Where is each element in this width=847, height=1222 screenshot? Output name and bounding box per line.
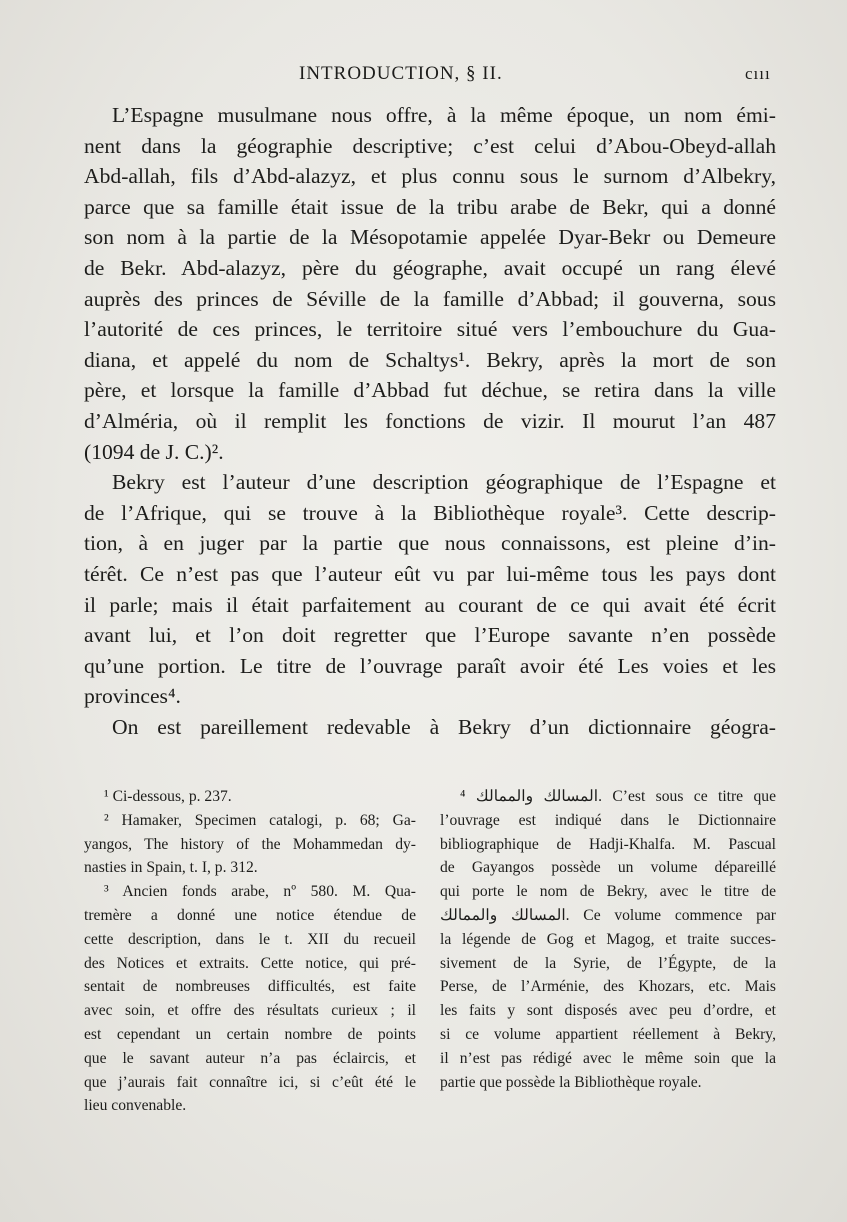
body-line: (1094 de J. C.)². <box>84 439 224 464</box>
footnote-line: ¹ Ci-dessous, p. 237. <box>104 788 232 805</box>
footnotes-right-column <box>440 785 776 1094</box>
footnote-line: Perse, de l’Arménie, des Khozars, etc. Mais <box>440 978 776 996</box>
footnote-line: yangos, The history of the Mohammedan dy- <box>84 835 416 853</box>
body-line: diana, et appelé du nom de Schaltys¹. Bekry, après la mort de son <box>84 347 776 372</box>
body-line: nent dans la géographie descriptive; c’est celui d’Abou-Obeyd-allah <box>84 133 776 158</box>
body-line: tion, à en juger par la partie que nous connaissons, est pleine d’in- <box>84 531 776 556</box>
body-line: avant lui, et l’on doit regretter que l’Europe savante n’en possède <box>84 623 776 648</box>
footnote-line: que j’aurais fait connaître ici, si c’eût été le <box>84 1073 416 1091</box>
body-line: de l’Afrique, qui se trouve à la Bibliothèque royale³. Cette descrip- <box>84 500 776 525</box>
body-line: L’Espagne musulmane nous offre, à la même époque, un nom émi- <box>112 103 776 127</box>
page-number: cııı <box>745 64 771 83</box>
body-line: parce que sa famille était issue de la tribu arabe de Bekr, qui a donné <box>84 194 776 219</box>
footnote-line: avec soin, et offre des résultats curieux ; il <box>84 1002 416 1020</box>
body-line: Bekry est l’auteur d’une description géographique de l’Espagne et <box>112 470 776 495</box>
body-line: son nom à la partie de la Mésopotamie appelée Dyar-Bekr ou Demeure <box>84 225 776 250</box>
footnote-line: ⁴ المسالك والممالك. C’est sous ce titre que <box>460 788 776 805</box>
footnote-line: lieu convenable. <box>84 1097 187 1115</box>
footnote-line: il n’est pas rédigé avec le même soin que la <box>440 1049 776 1067</box>
footnote-line: المسالك والممالك. Ce volume commence par <box>440 906 776 924</box>
footnote-line: partie que possède la Bibliothèque royale. <box>440 1073 702 1091</box>
body-text <box>84 100 776 742</box>
body-line: On est pareillement redevable à Bekry d’un dictionnaire géogra- <box>112 714 776 739</box>
body-line: père, et lorsque la famille d’Abbad fut déchue, se retira dans la ville <box>84 378 776 403</box>
footnote-line: des Notices et extraits. Cette notice, qui pré- <box>84 954 416 972</box>
footnote-line: la légende de Gog et Magog, et traite succes- <box>440 930 776 948</box>
body-line: auprès des princes de Séville de la famille d’Abbad; il gouverna, sous <box>84 286 776 311</box>
footnote-line: les faits y sont disposés avec peu d’ordre, et <box>440 1002 776 1020</box>
footnote-line: sivement de la Syrie, de l’Égypte, de la <box>440 954 776 972</box>
footnote-line: nasties in Spain, t. I, p. 312. <box>84 859 258 877</box>
body-line: de Bekr. Abd-alazyz, père du géographe, avait occupé un rang élevé <box>84 255 776 280</box>
running-head <box>0 63 847 93</box>
footnotes-left-column <box>84 785 416 1118</box>
footnote-line: tremère a donné une notice étendue de <box>84 906 416 924</box>
body-line: provinces⁴. <box>84 684 181 709</box>
body-line: Abd-allah, fils d’Abd-alazyz, et plus connu sous le surnom d’Albekry, <box>84 164 776 189</box>
footnote-line: est cependant un certain nombre de points <box>84 1025 416 1043</box>
footnote-line: sentait de nombreuses difficultés, est faite <box>84 978 416 996</box>
footnote-line: ³ Ancien fonds arabe, nº 580. M. Qua- <box>104 883 416 901</box>
running-head-title: INTRODUCTION, § II. <box>299 63 503 84</box>
footnote-line: si ce volume appartient réellement à Bekry, <box>440 1025 776 1043</box>
footnote-line: l’ouvrage est indiqué dans le Dictionnaire <box>440 811 776 829</box>
body-line: d’Alméria, où il remplit les fonctions de vizir. Il mourut l’an 487 <box>84 408 776 433</box>
footnote-line: cette description, dans le t. XII du recueil <box>84 930 416 948</box>
footnote-line: de Gayangos possède un volume dépareillé <box>440 859 776 877</box>
footnote-line: ² Hamaker, Specimen catalogi, p. 68; Ga- <box>104 811 416 829</box>
body-line: térêt. Ce n’est pas que l’auteur eût vu par lui-même tous les pays dont <box>84 561 776 586</box>
footnote-line: qui porte le nom de Bekry, avec le titre de <box>440 883 776 901</box>
body-line: l’autorité de ces princes, le territoire situé vers l’embouchure du Gua- <box>84 317 776 342</box>
body-line: qu’une portion. Le titre de l’ouvrage paraît avoir été Les voies et les <box>84 653 776 678</box>
body-line: il parle; mais il était parfaitement au courant de ce qui avait été écrit <box>84 592 776 617</box>
footnote-line: bibliographique de Hadji-Khalfa. M. Pascual <box>440 835 776 853</box>
footnote-line: que le savant auteur n’a pas éclaircis, et <box>84 1049 416 1067</box>
